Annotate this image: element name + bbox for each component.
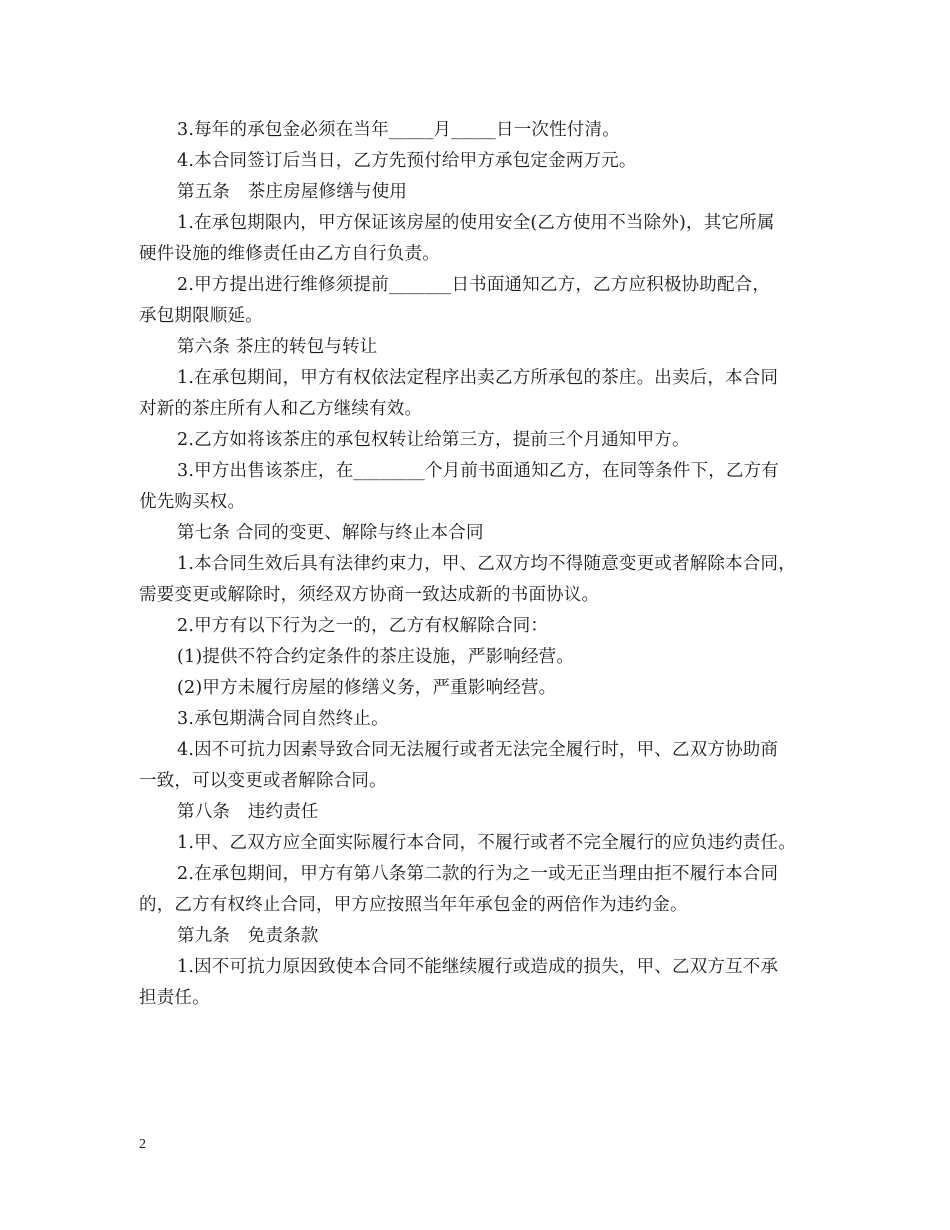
document-line: 第九条 免责条款 — [177, 926, 319, 946]
document-line: 3.甲方出售该茶庄，在________个月前书面通知乙方，在同等条件下，乙方有 — [177, 461, 779, 481]
page-number: 2 — [139, 1137, 146, 1152]
document-line: 4.因不可抗力因素导致合同无法履行或者无法完全履行时，甲、乙双方协助商 — [177, 740, 779, 760]
document-line: (2)甲方未履行房屋的修缮义务，严重影响经营。 — [177, 678, 557, 698]
document-line: 4.本合同签订后当日，乙方先预付给甲方承包定金两万元。 — [177, 151, 637, 171]
document-line: 1.甲、乙双方应全面实际履行本合同，不履行或者不完全履行的应负违约责任。 — [177, 833, 796, 853]
document-line: 3.每年的承包金必须在当年_____月_____日一次性付清。 — [177, 120, 620, 140]
document-line: 第八条 违约责任 — [177, 802, 319, 822]
document-line: 3.承包期满合同自然终止。 — [177, 709, 389, 729]
document-line: 2.在承包期间，甲方有第八条第二款的行为之一或无正当理由拒不履行本合同 — [177, 864, 779, 884]
document-line: 需要变更或解除时，须经双方协商一致达成新的书面协议。 — [139, 585, 600, 605]
document-line: 第五条 茶庄房屋修缮与使用 — [177, 182, 408, 202]
document-line: 1.在承包期间，甲方有权依法定程序出卖乙方所承包的茶庄。出卖后，本合同 — [177, 368, 779, 388]
document-line: 第六条 茶庄的转包与转让 — [177, 337, 378, 357]
document-body — [139, 115, 819, 1014]
document-line: 第七条 合同的变更、解除与终止本合同 — [177, 523, 484, 543]
document-line: 对新的茶庄所有人和乙方继续有效。 — [139, 399, 423, 419]
document-line: 硬件设施的维修责任由乙方自行负责。 — [139, 244, 440, 264]
document-line: (1)提供不符合约定条件的茶庄设施，严影响经营。 — [177, 647, 575, 667]
document-line: 优先购买权。 — [139, 492, 246, 512]
document-line: 一致，可以变更或者解除合同。 — [139, 771, 387, 791]
document-line: 1.本合同生效后具有法律约束力，甲、乙双方均不得随意变更或者解除本合同， — [177, 554, 796, 574]
document-line: 承包期限顺延。 — [139, 306, 263, 326]
document-line: 2.乙方如将该茶庄的承包权转让给第三方，提前三个月通知甲方。 — [177, 430, 690, 450]
document-line: 担责任。 — [139, 988, 210, 1008]
document-line: 2.甲方有以下行为之一的，乙方有权解除合同： — [177, 616, 549, 636]
document-line: 的，乙方有权终止合同，甲方应按照当年年承包金的两倍作为违约金。 — [139, 895, 688, 915]
document-line: 1.因不可抗力原因致使本合同不能继续履行或造成的损失，甲、乙双方互不承 — [177, 957, 779, 977]
document-line: 2.甲方提出进行维修须提前_______日书面通知乙方，乙方应积极协助配合， — [177, 275, 771, 295]
document-line: 1.在承包期限内，甲方保证该房屋的使用安全(乙方使用不当除外)，其它所属 — [177, 213, 775, 233]
